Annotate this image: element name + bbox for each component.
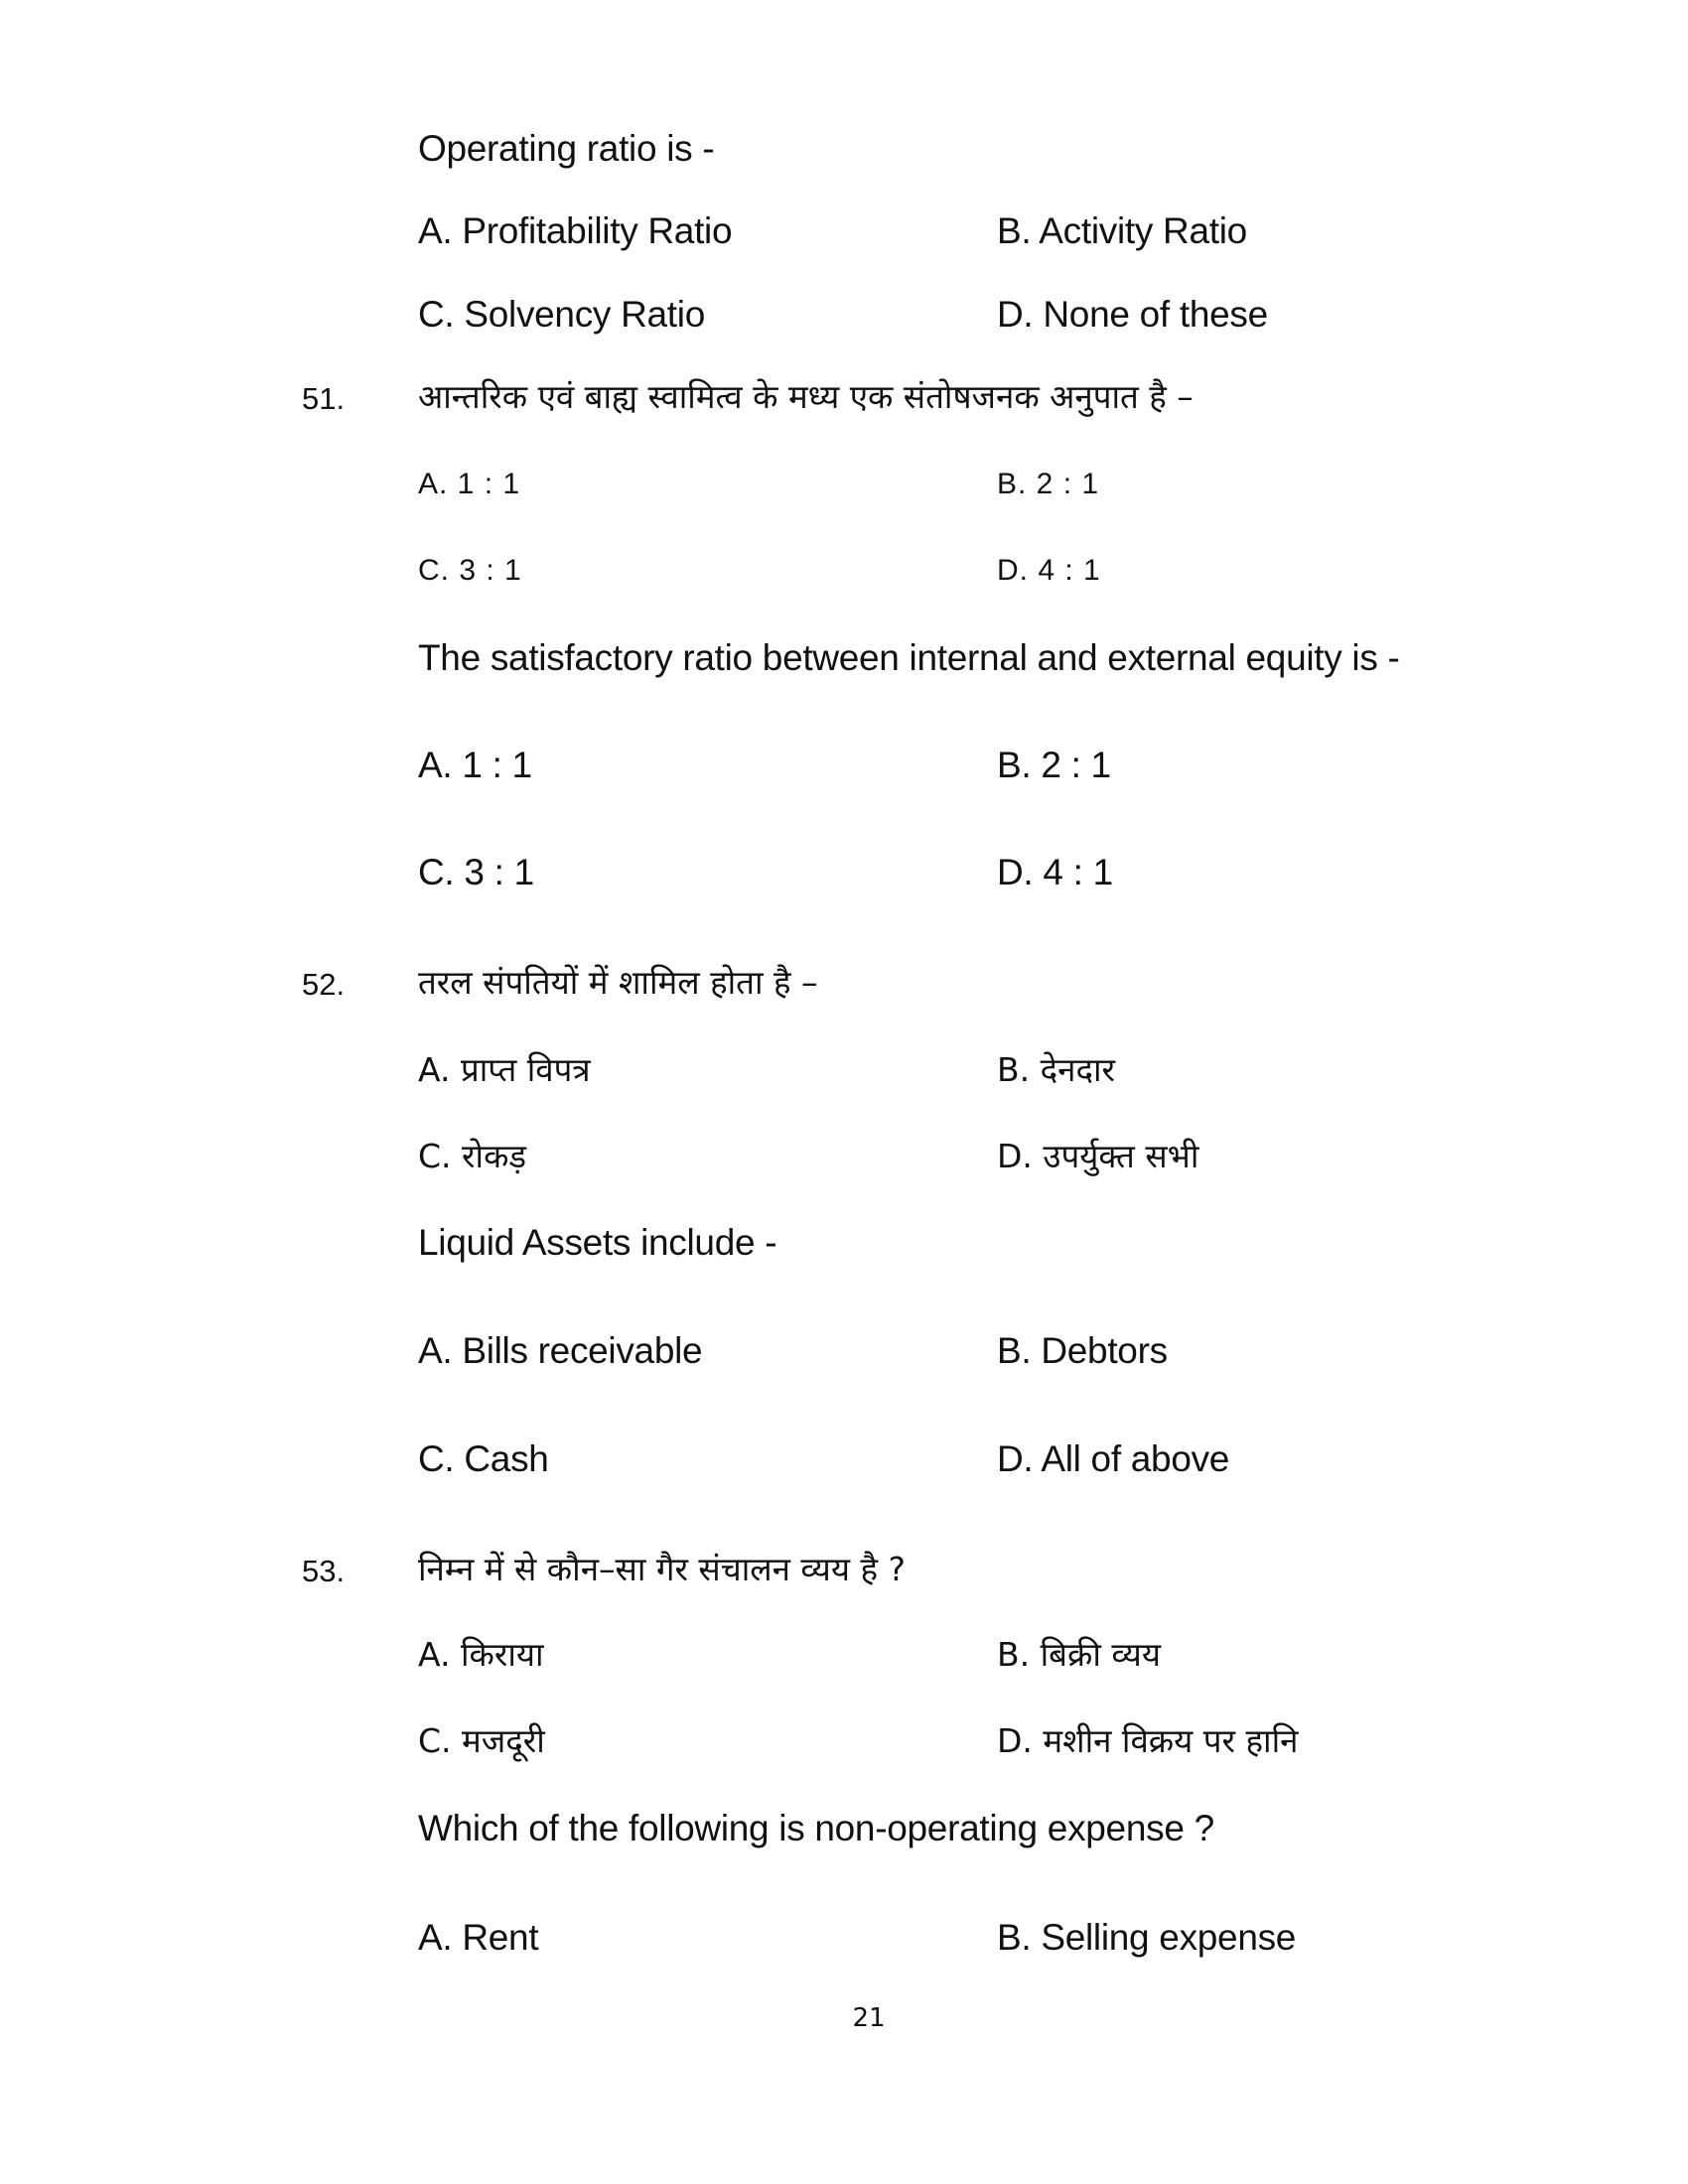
option-d: D. All of above <box>997 1438 1230 1479</box>
option-b: B. Activity Ratio <box>997 210 1247 251</box>
question-51-english: The satisfactory ratio between internal and external equity is - <box>418 637 1400 678</box>
option-b: B. Debtors <box>997 1330 1168 1371</box>
option-a-hindi: A. प्राप्त विपत्र <box>418 1050 591 1089</box>
page-number: 21 <box>852 2003 886 2033</box>
option-c-hindi: C. रोकड़ <box>418 1137 527 1175</box>
question-52-hindi: तरल संपतियों में शामिल होता है – <box>418 963 818 1002</box>
option-b-hindi: B. 2 : 1 <box>997 468 1100 500</box>
option-b-hindi: B. बिक्री व्यय <box>997 1635 1161 1674</box>
option-d-hindi: D. 4 : 1 <box>997 554 1101 587</box>
option-d-hindi: D. मशीन विक्रय पर हानि <box>997 1721 1299 1760</box>
question-53-hindi: निम्न में से कौन–सा गैर संचालन व्यय है ? <box>418 1550 906 1588</box>
option-b: B. Selling expense <box>997 1917 1297 1958</box>
option-a: A. Rent <box>418 1917 539 1958</box>
question-53-english: Which of the following is non-operating expense ? <box>418 1808 1214 1848</box>
option-a-hindi: A. किराया <box>418 1635 544 1674</box>
option-c: C. Solvency Ratio <box>418 294 705 335</box>
question-number-52: 52. <box>302 967 346 1002</box>
option-d-hindi: D. उपर्युक्त सभी <box>997 1137 1199 1175</box>
option-a-hindi: A. 1 : 1 <box>418 468 521 500</box>
question-number-51: 51. <box>302 381 346 416</box>
option-a: A. Bills receivable <box>418 1330 703 1371</box>
option-c: C. Cash <box>418 1438 549 1479</box>
question-52-english: Liquid Assets include - <box>418 1222 777 1263</box>
question-50-english: Operating ratio is - <box>418 128 715 169</box>
question-51-hindi: आन्तरिक एवं बाह्य स्वामित्व के मध्य एक संतोषजनक अनुपात है – <box>418 377 1194 416</box>
option-b: B. 2 : 1 <box>997 745 1111 785</box>
option-a: A. Profitability Ratio <box>418 210 733 251</box>
question-number-53: 53. <box>302 1554 346 1588</box>
option-c-hindi: C. 3 : 1 <box>418 554 522 587</box>
option-d: D. None of these <box>997 294 1268 335</box>
option-b-hindi: B. देनदार <box>997 1050 1116 1089</box>
option-a: A. 1 : 1 <box>418 745 532 785</box>
option-c-hindi: C. मजदूरी <box>418 1721 545 1760</box>
option-d: D. 4 : 1 <box>997 852 1113 892</box>
option-c: C. 3 : 1 <box>418 852 534 892</box>
